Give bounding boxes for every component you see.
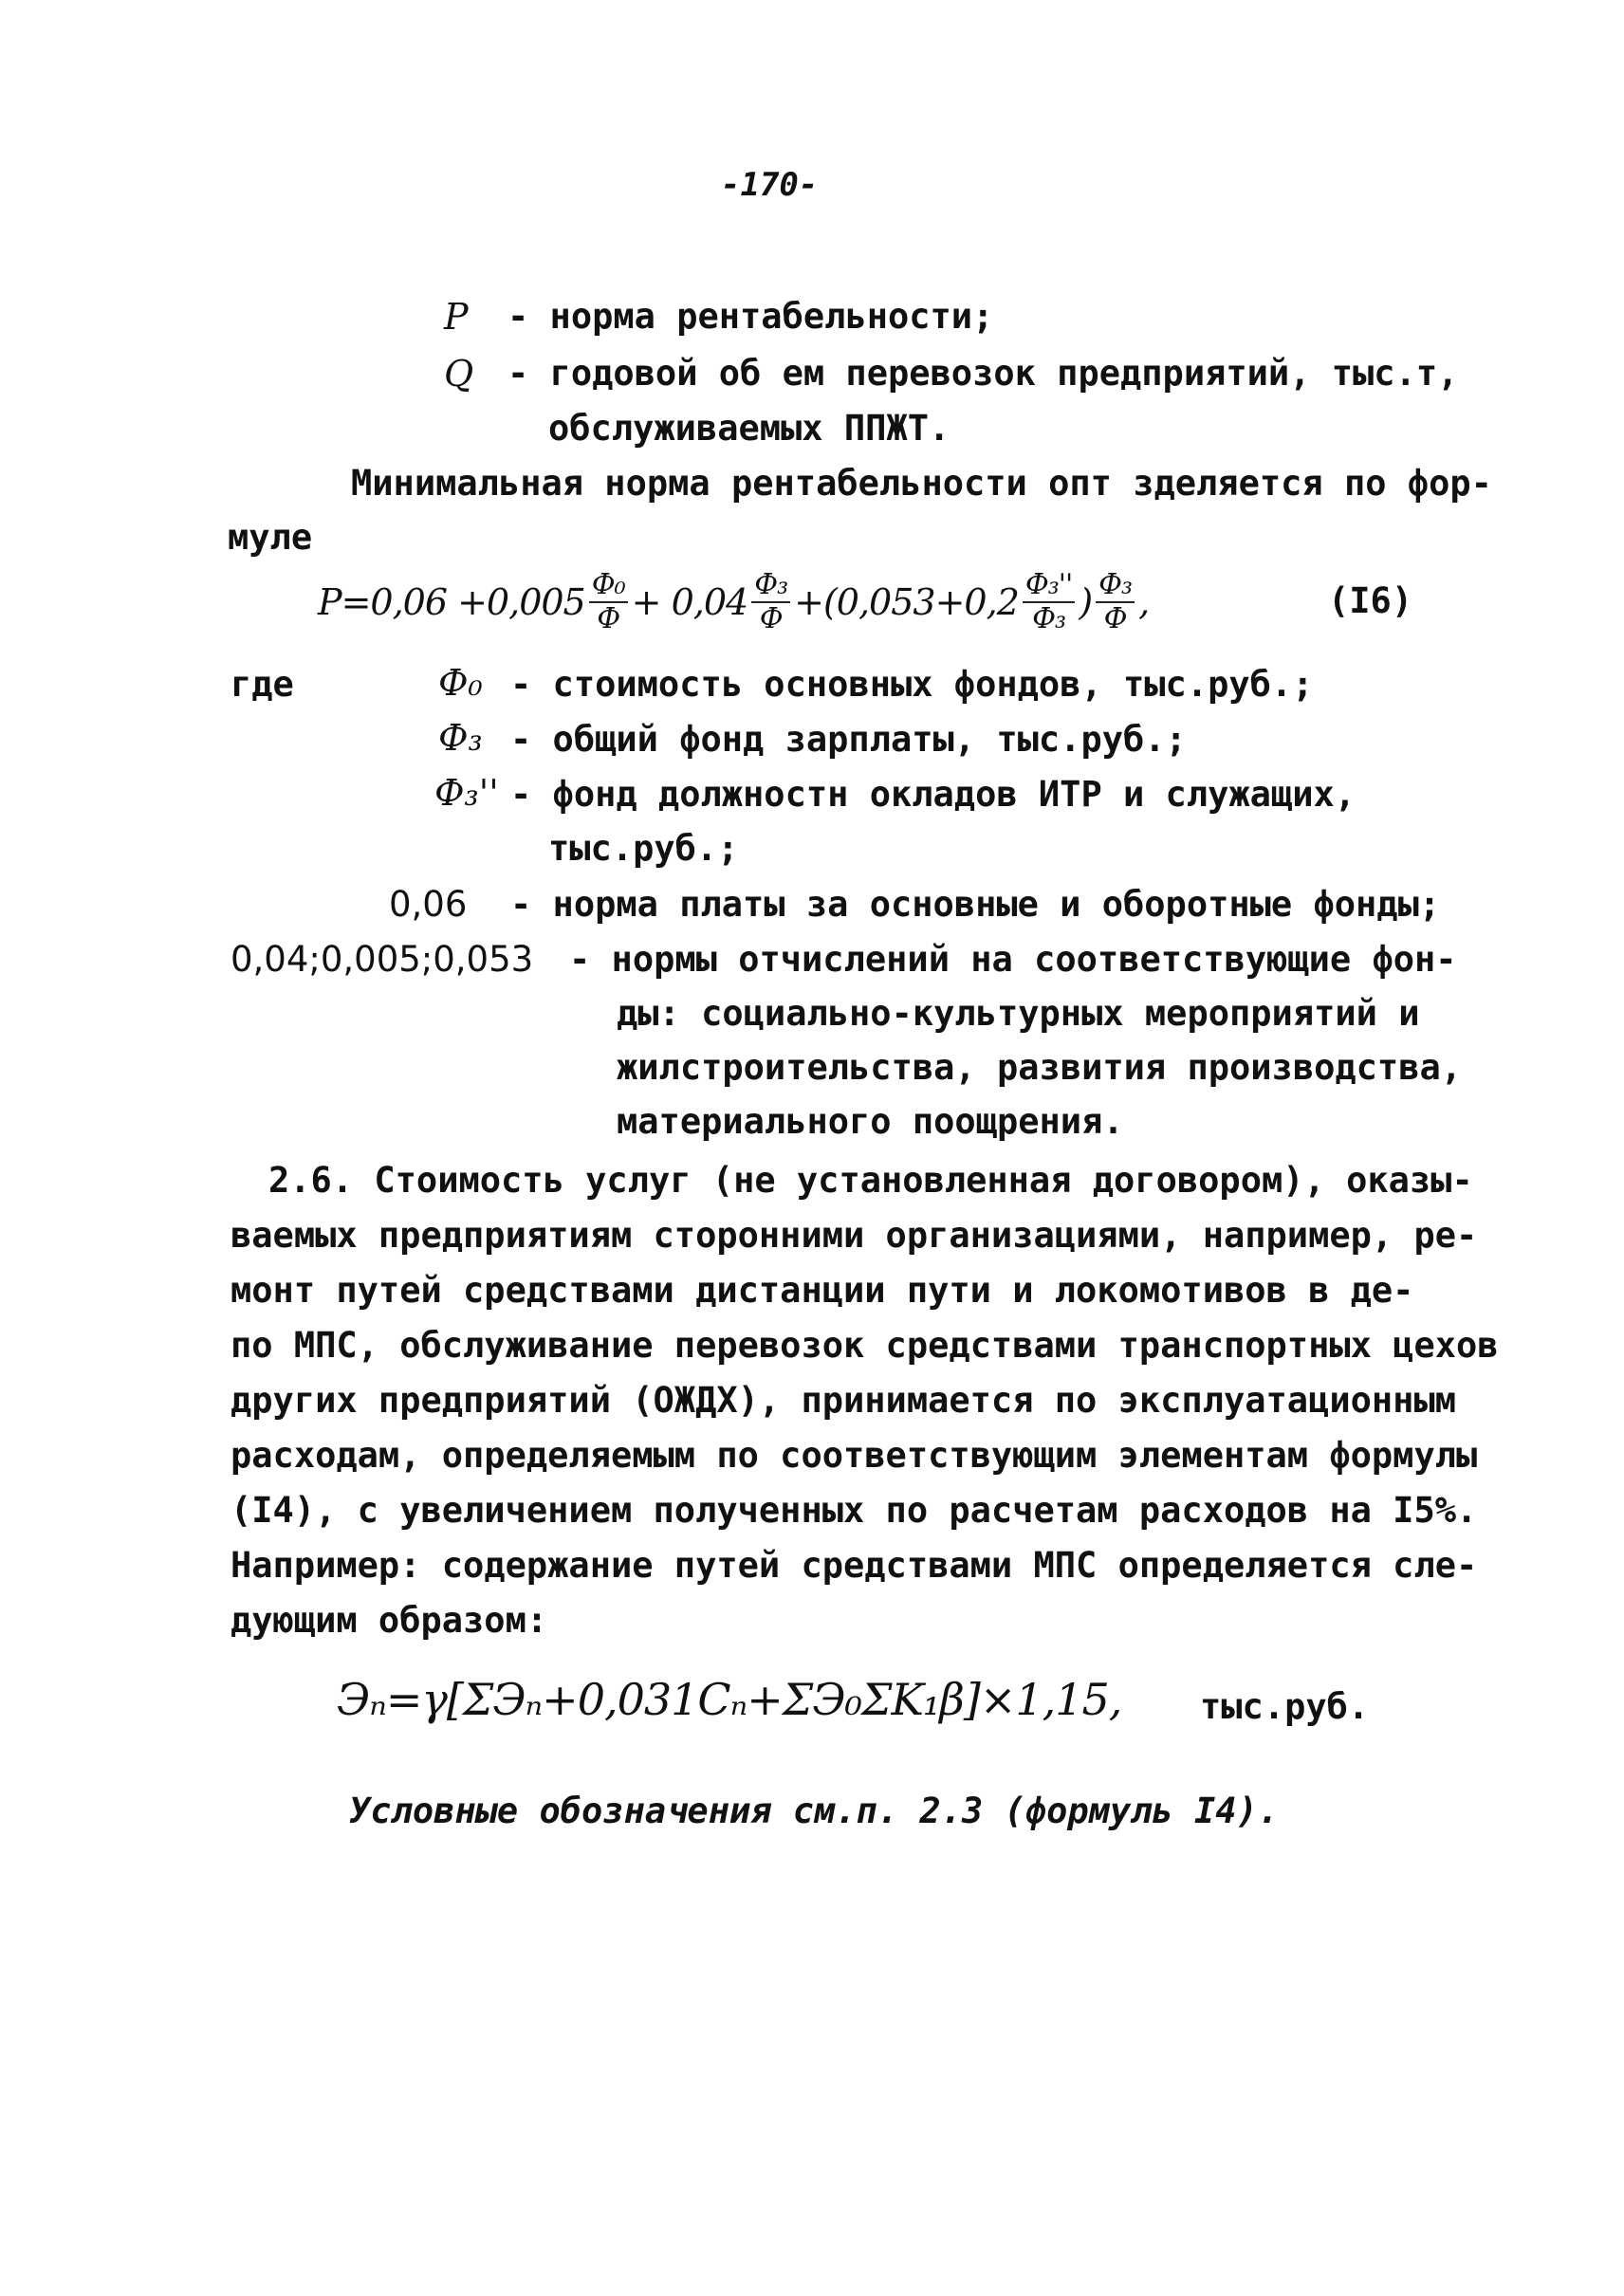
definition-text-p: - норма рентабельности; [508, 296, 994, 337]
formula-16-fraction-2 [751, 568, 790, 635]
fraction-4-denominator: Ф [1103, 602, 1127, 635]
formula-16-lhs: P=0,06 +0,005 [318, 581, 585, 623]
definition-symbol-f3: Ф₃ [438, 717, 483, 759]
definition-text-q-cont: обслуживаемых ППЖТ. [548, 408, 950, 449]
paragraph-2-6-line-6: расходам, определяемым по соответствующим элементам формулы [231, 1435, 1478, 1476]
fraction-1-numerator: Ф₀ [589, 571, 628, 603]
formula-services-unit: тыс.руб. [1200, 1686, 1370, 1727]
coefficient-value-1: 0,06 [389, 884, 468, 925]
fraction-3-numerator: Ф₃'' [1023, 571, 1075, 603]
page-number: -170- [721, 166, 819, 204]
fraction-3-denominator: Ф₃ [1032, 602, 1066, 635]
paragraph-2-6-line-1: 2.6. Стоимость услуг (не установленная договором), оказы- [268, 1160, 1473, 1201]
intro-line-2: муле [228, 517, 313, 558]
formula-16 [318, 560, 1149, 645]
fraction-2-denominator: Ф [759, 602, 783, 635]
formula-16-tail: , [1138, 581, 1150, 623]
formula-16-fraction-1 [589, 568, 628, 635]
definition-text-f3: - общий фонд зарплаты, тыс.руб.; [510, 719, 1187, 760]
paragraph-2-6-line-8: Например: содержание путей средствами МПС определяется сле- [231, 1545, 1478, 1586]
definition-text-q: - годовой об ем перевозок предприятий, тыс.т, [508, 353, 1459, 394]
formula-services: Эₙ=γ[ΣЭₙ+0,031Cₙ+ΣЭ₀ΣK₁β]×1,15, [337, 1674, 1122, 1725]
definition-text-f3-double-cont: тыс.руб.; [548, 828, 739, 869]
fraction-2-numerator: Ф₃ [751, 571, 790, 603]
coefficient-text-2-line-1: - нормы отчислений на соответствующие фон- [569, 939, 1457, 980]
intro-line-1: Минимальная норма рентабельности опт зделяется по фор- [351, 463, 1492, 504]
coefficient-text-1: - норма платы за основные и оборотные фонды; [510, 884, 1441, 925]
coefficient-text-2-line-2: ды: социально-культурных мероприятий и [617, 993, 1420, 1034]
coefficient-text-2-line-4: материального поощрения. [617, 1101, 1124, 1142]
fraction-4-numerator: Ф₃ [1096, 571, 1135, 603]
coefficient-value-2: 0,04;0,005;0,053 [231, 939, 534, 980]
definition-text-f0: - стоимость основных фондов, тыс.руб.; [510, 664, 1314, 705]
paragraph-2-6-line-2: ваемых предприятиям сторонними организациями, например, ре- [231, 1215, 1478, 1256]
definition-symbol-p: P [444, 296, 469, 338]
paragraph-2-6-line-5: других предприятий (ОЖДХ), принимается по эксплуатационным [231, 1380, 1457, 1421]
paragraph-2-6-line-4: по МПС, обслуживание перевозок средствами транспортных цехов [231, 1325, 1499, 1366]
formula-16-plus-1: + 0,04 [631, 581, 748, 623]
definition-symbol-f0: Ф₀ [438, 662, 483, 704]
formula-16-number: (I6) [1328, 580, 1413, 621]
formula-16-fraction-3 [1023, 568, 1075, 635]
paragraph-2-6-line-3: монт путей средствами дистанции пути и локомотивов в де- [231, 1270, 1414, 1311]
formula-16-fraction-4 [1096, 568, 1135, 635]
definition-text-f3-double: - фонд должностн окладов ИТР и служащих, [510, 774, 1356, 815]
coefficient-text-2-line-3: жилстроительства, развития производства, [617, 1047, 1463, 1088]
footnote: Условные обозначения см.п. 2.3 (формуль I4). [349, 1791, 1280, 1831]
paragraph-2-6-line-7: (I4), с увеличением полученных по расчетам расходов на I5%. [231, 1490, 1478, 1531]
where-label: где [231, 664, 294, 705]
definition-symbol-f3-double: Ф₃'' [434, 772, 499, 814]
formula-16-close: ) [1079, 581, 1093, 623]
formula-16-plus-2: +(0,053+0,2 [794, 581, 1019, 623]
paragraph-2-6-line-9: дующим образом: [231, 1600, 548, 1641]
fraction-1-denominator: Ф [597, 602, 620, 635]
definition-symbol-q: Q [444, 353, 474, 395]
